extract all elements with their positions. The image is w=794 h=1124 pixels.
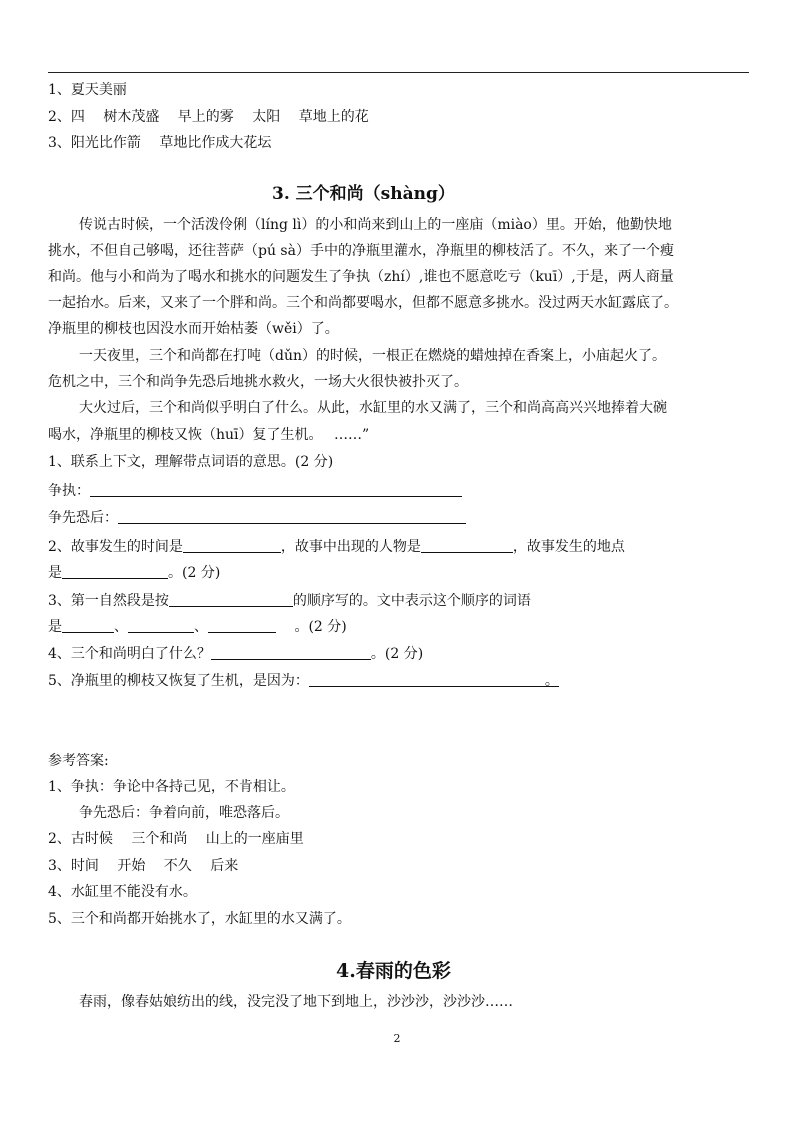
question-1a-label: 争执：: [48, 483, 90, 499]
story3-paragraph-line: 一起抬水。后来，又来了一个胖和尚。三个和尚都要喝水，但都不愿意多挑水。没过两天水缸露底了。: [48, 295, 678, 311]
story4-title: 4.春雨的色彩: [336, 960, 451, 982]
story3-paragraph-line: 一天夜里，三个和尚都在打吨（dǔn）的时候，一根正在燃烧的蜡烛掉在香案上，小庙起火了。: [79, 348, 666, 364]
answer-blank-understanding[interactable]: [211, 644, 371, 660]
answer-blank-word-2[interactable]: [128, 617, 194, 633]
story3-paragraph-line: 和尚。他与小和尚为了喝水和挑水的问题发生了争执（zhí）,谁也不愿意吃亏（kuī）,于是，两人商量: [48, 269, 674, 285]
question-3-text: 是: [48, 619, 62, 635]
answer-key-item: 争先恐后：争着向前，唯恐落后。: [79, 805, 289, 821]
question-2: [48, 537, 625, 557]
previous-answer-1: 1、夏天美丽: [48, 82, 127, 98]
answer-key-item: 2、古时候 三个和尚 山上的一座庙里: [48, 831, 304, 847]
question-2-text: 是: [48, 565, 62, 581]
answer-blank-reason[interactable]: [309, 671, 559, 687]
story4-first-line: 春雨，像春姑娘纺出的线，没完没了地下到地上，沙沙沙，沙沙沙……: [79, 994, 513, 1010]
question-3: [48, 591, 531, 611]
question-3-text: 3、第一自然段是按: [48, 593, 169, 609]
answer-blank-characters[interactable]: [421, 537, 513, 553]
answer-blank-place[interactable]: [62, 563, 168, 579]
story3-title: 3. 三个和尚（shàng）: [272, 184, 455, 204]
question-1a: [48, 481, 462, 501]
question-1: 1、联系上下文，理解带点词语的意思。(2 分): [48, 454, 334, 470]
story3-paragraph-line: 净瓶里的柳枝也因没水而开始枯萎（wěi）了。: [48, 321, 339, 337]
question-4: [48, 644, 423, 664]
question-5-end: 。: [544, 673, 559, 689]
question-1b-label: 争先恐后：: [48, 510, 118, 526]
question-2-cont: [48, 563, 220, 583]
question-1b: [48, 508, 466, 528]
answer-blank[interactable]: [118, 508, 466, 524]
question-2-score: 。(2 分): [168, 565, 221, 581]
previous-answer-3: 3、阳光比作箭 草地比作成大花坛: [48, 135, 272, 151]
answer-blank-word-3[interactable]: [208, 617, 276, 633]
story3-paragraph-line: 传说古时候，一个活泼伶俐（líng lì）的小和尚来到山上的一座庙（miào）里。开始，他勤快地: [79, 217, 672, 233]
answer-blank-order[interactable]: [169, 591, 293, 607]
answer-blank-word-1[interactable]: [62, 617, 114, 633]
answer-key-item: 1、争执：争论中各持己见，不肯相让。: [48, 779, 295, 795]
separator: 、: [114, 619, 128, 635]
answer-blank[interactable]: [90, 481, 462, 497]
story3-paragraph-line: 大火过后，三个和尚似乎明白了什么。从此，水缸里的水又满了，三个和尚高高兴兴地捧着大碗: [79, 400, 667, 416]
header-rule: [48, 72, 749, 73]
page-number: 2: [393, 1032, 401, 1045]
story3-paragraph-line: 挑水，不但自己够喝，还往菩萨（pú sà）手中的净瓶里灌水，净瓶里的柳枝活了。不久，来了一个瘦: [48, 243, 674, 259]
question-4-score: 。(2 分): [370, 646, 424, 662]
question-2-text: ，故事发生的地点: [512, 539, 625, 555]
story3-paragraph-line: 喝水，净瓶里的柳枝又恢（huī）复了生机。 ……”: [48, 427, 370, 443]
answer-key-item: 4、水缸里不能没有水。: [48, 884, 197, 900]
answer-blank-time[interactable]: [183, 537, 281, 553]
answer-key-item: 5、三个和尚都开始挑水了，水缸里的水又满了。: [48, 911, 351, 927]
question-4-text: 4、三个和尚明白了什么？: [48, 646, 211, 662]
question-3-cont: [48, 617, 347, 637]
separator: 、: [194, 619, 208, 635]
question-5: [48, 671, 559, 691]
question-3-score: 。(2 分): [276, 619, 347, 635]
story3-paragraph-line: 危机之中，三个和尚争先恐后地挑水救火，一场大火很快被扑灭了。: [48, 374, 468, 390]
previous-answer-2: 2、四 树木茂盛 早上的雾 太阳 草地上的花: [48, 109, 369, 125]
question-3-text: 的顺序写的。文中表示这个顺序的词语: [292, 593, 531, 609]
question-2-text: 2、故事发生的时间是: [48, 539, 183, 555]
answer-key-heading: 参考答案:: [48, 753, 109, 769]
question-2-text: ，故事中出现的人物是: [280, 539, 421, 555]
answer-key-item: 3、时间 开始 不久 后来: [48, 858, 239, 874]
question-5-text: 5、净瓶里的柳枝又恢复了生机，是因为：: [48, 673, 309, 689]
